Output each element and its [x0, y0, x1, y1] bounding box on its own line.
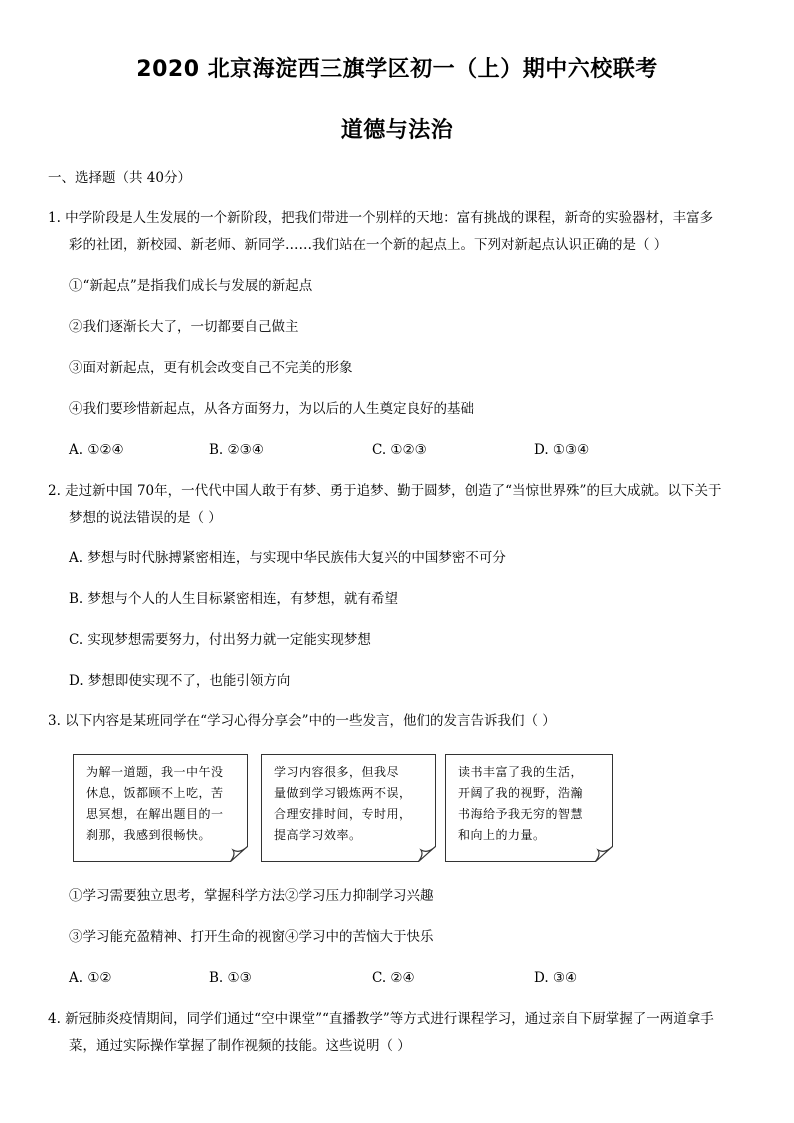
- q2-stem-line2: 梦想的说法错误的是（ ）: [69, 510, 222, 526]
- q1-item-4: ④我们要珍惜新起点，从各方面努力，为以后的人生奠定良好的基础: [69, 401, 474, 417]
- q3-items-line2: ③学习能充盈精神、打开生命的视窗④学习中的苦恼大于快乐: [69, 929, 434, 945]
- q2-option-a: A. 梦想与时代脉搏紧密相连，与实现中华民族伟大复兴的中国梦密不可分: [69, 550, 506, 566]
- subject-title: 道德与法治: [340, 118, 454, 143]
- q3-option-c: C. ②④: [372, 970, 415, 986]
- note1-line2: 休息，饭都顾不上吃，苦: [86, 786, 224, 800]
- note1-line1: 为解一道题，我一中午没: [86, 765, 224, 779]
- note3-line3: 书海给予我无穷的智慧: [458, 807, 584, 821]
- q1-item-1: ①“新起点”是指我们成长与发展的新起点: [69, 278, 313, 294]
- folded-corner-icon: [418, 846, 436, 862]
- q1-option-a: A. ①②④: [69, 442, 124, 458]
- q3-option-d: D. ③④: [534, 970, 578, 986]
- note2-line2: 量做到学习锻炼两不误，: [274, 786, 412, 800]
- q4-stem-line2: 菜，通过实际操作掌握了制作视频的技能。这些说明（ ）: [69, 1038, 411, 1054]
- q2-stem-line1: 2. 走过新中国 70年，一代代中国人敢于有梦、勇于追梦、勤于圆梦，创造了“当惊世界殊”的巨大成就。以下关于: [48, 483, 722, 499]
- q1-item-2: ②我们逐渐长大了，一切都要自己做主: [69, 319, 299, 335]
- q2-option-d: D. 梦想即使实现不了，也能引领方向: [69, 673, 291, 689]
- q2-option-b: B. 梦想与个人的人生目标紧密相连，有梦想，就有希望: [69, 591, 399, 607]
- exam-title: 2020 北京海淀西三旗学区初一（上）期中六校联考: [136, 57, 658, 82]
- q1-option-d: D. ①③④: [534, 442, 590, 458]
- note2-line4: 提高学习效率。: [274, 828, 362, 842]
- folded-corner-icon: [595, 846, 613, 862]
- q2-option-c: C. 实现梦想需要努力，付出努力就一定能实现梦想: [69, 632, 371, 648]
- note2-line3: 合理安排时间，专时用，: [274, 807, 412, 821]
- q1-stem-line1: 1. 中学阶段是人生发展的一个新阶段，把我们带进一个别样的天地：富有挑战的课程，新奇的实验器材，丰富多: [48, 210, 714, 226]
- speech-note-2: [261, 754, 436, 862]
- note2-line1: 学习内容很多，但我尽: [274, 765, 400, 779]
- q1-item-3: ③面对新起点，更有机会改变自己不完美的形象: [69, 360, 353, 376]
- q1-option-c: C. ①②③: [372, 442, 427, 458]
- q4-stem-line1: 4. 新冠肺炎疫情期间，同学们通过“空中课堂”“直播教学”等方式进行课程学习，通过亲自下厨掌握了一两道拿手: [48, 1011, 714, 1027]
- note1-line3: 思冥想，在解出题目的一: [86, 807, 224, 821]
- folded-corner-icon: [230, 846, 248, 862]
- note3-line2: 开阔了我的视野，浩瀚: [458, 786, 584, 800]
- q1-option-b: B. ②③④: [209, 442, 264, 458]
- note3-line1: 读书丰富了我的生活，: [458, 765, 584, 779]
- q3-option-a: A. ①②: [69, 970, 112, 986]
- note1-line4: 刹那，我感到很畅快。: [86, 828, 212, 842]
- q1-stem-line2: 彩的社团，新校园、新老师、新同学……我们站在一个新的起点上。下列对新起点认识正确的是（ ）: [69, 237, 668, 253]
- speech-note-1: [73, 754, 248, 862]
- q3-stem: 3. 以下内容是某班同学在“学习心得分享会”中的一些发言，他们的发言告诉我们（ ）: [48, 713, 556, 729]
- q3-items-line1: ①学习需要独立思考，掌握科学方法②学习压力抑制学习兴趣: [69, 888, 434, 904]
- speech-note-3: [445, 754, 613, 862]
- q3-option-b: B. ①③: [209, 970, 252, 986]
- section-heading: 一、选择题（共 40分）: [48, 170, 191, 186]
- note3-line4: 和向上的力量。: [458, 828, 546, 842]
